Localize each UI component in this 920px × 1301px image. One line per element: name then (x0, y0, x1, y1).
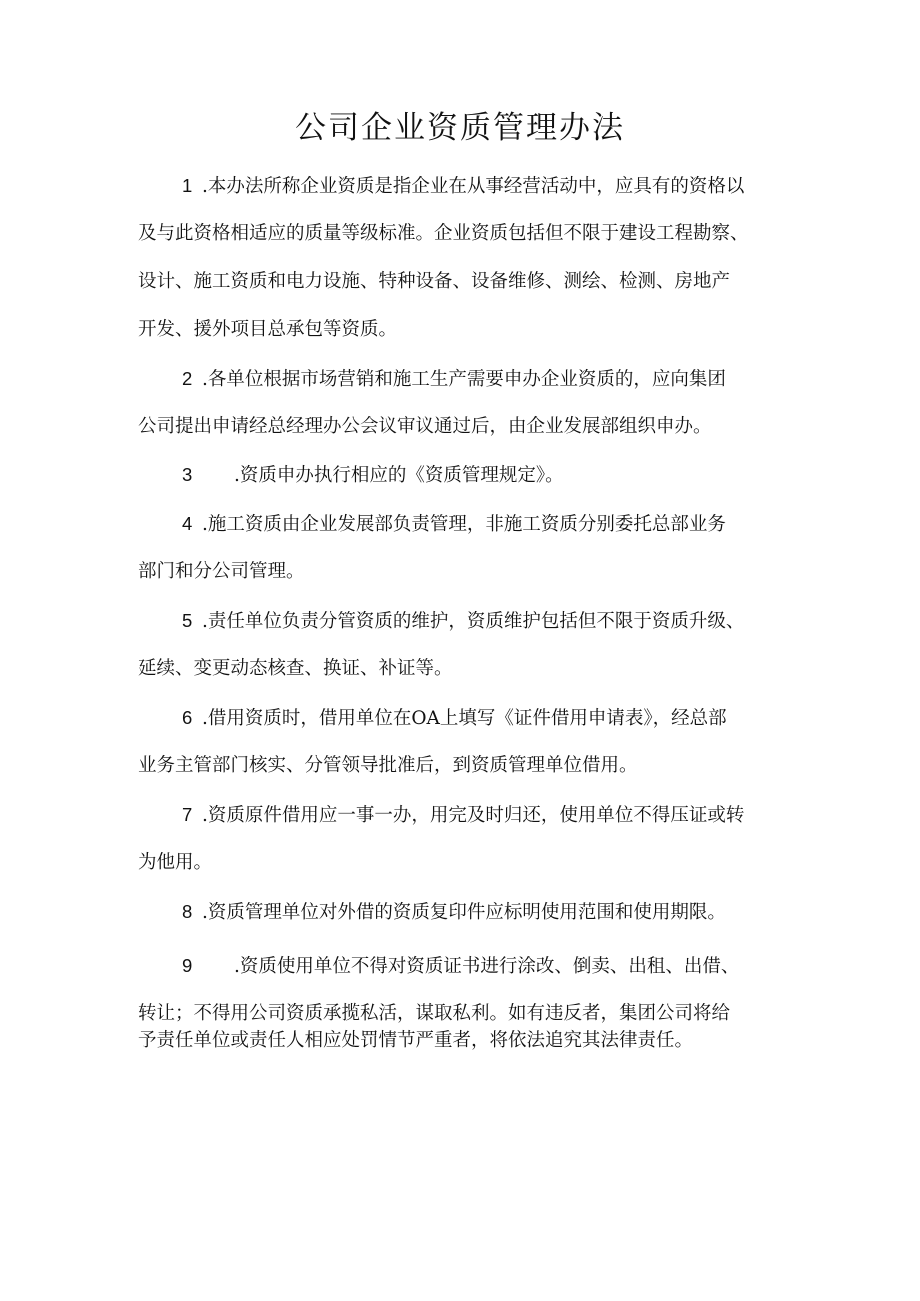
clause-line (138, 597, 786, 645)
clause-number: 2 (182, 368, 193, 389)
clause-6 (138, 694, 786, 790)
clause-number: 5 (182, 610, 193, 631)
clause-2 (138, 355, 786, 451)
clause-number: 8 (182, 901, 193, 922)
clause-line: 设计、施工资质和电力设施、特种设备、设备维修、测绘、检测、房地产 (138, 271, 731, 292)
clause-3 (138, 451, 786, 499)
clause-4 (138, 500, 786, 596)
clause-text: .施工资质由企业发展部负责管理，非施工资质分别委托总部业务 (202, 514, 726, 535)
clause-8 (138, 888, 786, 936)
clause-line: 予责任单位或责任人相应处罚情节严重者，将依法追究其法律责任。 (138, 1030, 694, 1051)
clause-text: .资质管理单位对外借的资质复印件应标明使用范围和使用期限。 (202, 902, 726, 923)
clause-line (138, 694, 786, 742)
clause-line: 部门和分公司管理。 (138, 561, 305, 582)
clause-line: 公司提出申请经总经理办公会议审议通过后，由企业发展部组织申办。 (138, 416, 712, 437)
clause-7 (138, 791, 786, 887)
clause-text: .各单位根据市场营销和施工生产需要申办企业资质的，应向集团 (202, 369, 726, 390)
clause-5 (138, 597, 786, 693)
clause-text: .资质使用单位不得对资质证书进行涂改、倒卖、出租、出借、 (234, 956, 740, 977)
clause-1 (138, 162, 786, 354)
clause-line: 转让；不得用公司资质承揽私活，谋取私利。如有违反者，集团公司将给 (138, 1003, 731, 1024)
clause-line (138, 451, 786, 499)
clause-line (138, 162, 786, 210)
clause-line (138, 942, 786, 990)
clause-text: .本办法所称企业资质是指企业在从事经营活动中，应具有的资格以 (202, 176, 745, 197)
clause-line: 延续、变更动态核查、换证、补证等。 (138, 658, 453, 679)
clause-line (138, 888, 786, 936)
clause-text: .借用资质时，借用单位在OA上填写《证件借用申请表》，经总部 (202, 708, 727, 729)
clause-text: .资质原件借用应一事一办，用完及时归还，使用单位不得压证或转 (202, 805, 745, 826)
clause-number: 1 (182, 175, 193, 196)
clause-number: 4 (182, 513, 193, 534)
clause-line (138, 791, 786, 839)
clause-line (138, 500, 786, 548)
page-title: 公司企业资质管理办法 (295, 110, 625, 146)
clause-number: 6 (182, 707, 193, 728)
clause-9 (138, 942, 786, 1054)
clause-number: 7 (182, 804, 193, 825)
clause-line: 开发、援外项目总承包等资质。 (138, 319, 398, 340)
clause-line: 为他用。 (138, 852, 213, 873)
clause-text: .责任单位负责分管资质的维护，资质维护包括但不限于资质升级、 (202, 611, 745, 632)
clause-line: 业务主管部门核实、分管领导批准后，到资质管理单位借用。 (138, 755, 638, 776)
clause-line (138, 355, 786, 403)
clause-text: .资质申办执行相应的《资质管理规定》。 (234, 465, 564, 486)
clause-number: 3 (182, 464, 193, 485)
clause-number: 9 (182, 955, 193, 976)
clause-line: 及与此资格相适应的质量等级标准。企业资质包括但不限于建设工程勘察、 (138, 223, 749, 244)
